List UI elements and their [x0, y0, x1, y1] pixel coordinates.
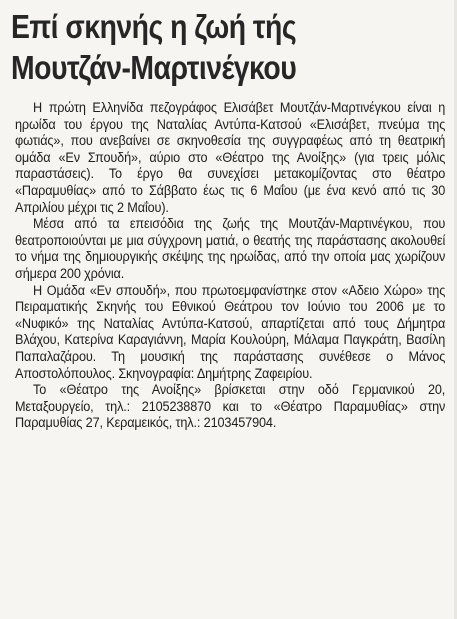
article-paragraph-3: Η Ομάδα «Εν σπουδή», που πρωτοεμφανίστηκε στον «Αδειο Χώρο» της Πειραματικής Σκηνής του Εθνικού Θεάτρου τον Ιούνιο του 2006 με το «Νυφικό» της Ναταλίας Αντύπα-Κατσού, απαρτίζεται από τους Δήμητρα Βλάχου, Κατερίνα Καραγιάννη, Μαρία Κουλούρη, Μάλαμα Παγκράτη, Βασίλη Παπαλαζάρου. Τη μουσική της παράστασης συνέθεσε ο Μάνος Αποστολόπουλος. Σκηνογραφία: Δημήτρης Ζαφειρίου.: [15, 281, 446, 381]
article-paragraph-2: Μέσα από τα επεισόδια της ζωής της Μουτζάν-Μαρτινέγκου, που θεατροποιούνται με μια σύγχρονη ματιά, ο θεατής της παράστασης ακολουθεί το νήμα της δημιουργικής σκέψης της ηρωίδας, από την οποία μας χωρίζουν σήμερα 200 χρόνια.: [15, 215, 446, 281]
headline-line-1: Επί σκηνής η ζωή τής: [11, 8, 297, 45]
article-body: [15, 99, 445, 431]
article-paragraph-1: Η πρώτη Ελληνίδα πεζογράφος Ελισάβετ Μουτζάν-Μαρτινέγκου είναι η ηρωίδα του έργου της Ναταλίας Αντύπα-Κατσού «Ελισάβετ, πνεύμα της φωτιάς», που ανεβαίνει σε σκηνοθεσία της συγγραφέως από τη θεατρική ομάδα «Εν Σπουδή», αύριο στο «Θέατρο της Ανοίξης» (για τρεις μόλις παραστάσεις). Το έργο θα συνεχίσει μετακομίζοντας στο θέατρο «Παραμυθίας» από το Σάββατο έως τις 6 Μαΐου (με ένα κενό από τις 30 Απριλίου μέχρι τις 2 Μαΐου).: [15, 99, 446, 215]
article-headline: [11, 6, 386, 88]
article-paragraph-4: Το «Θέατρο της Ανοίξης» βρίσκεται στην οδό Γερμανικού 20, Μεταξουργείο, τηλ.: 2105238870 και το «Θέατρο Παραμυθίας» στην Παραμυθίας 27, Κεραμεικός, τηλ.: 2103457904.: [15, 381, 446, 431]
headline-line-2: Μουτζάν-Μαρτινέγκου: [11, 49, 297, 86]
